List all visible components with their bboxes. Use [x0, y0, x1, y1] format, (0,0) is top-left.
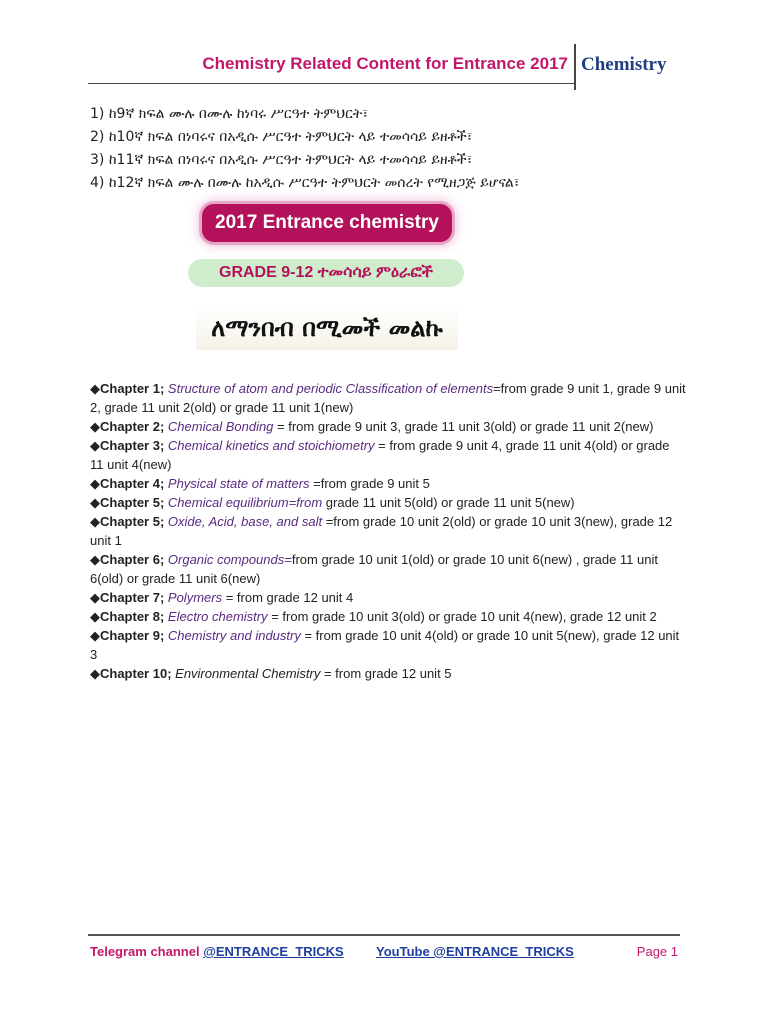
intro-item: 3) ከ11ኛ ክፍል በነባሩና በአዲሱ ሥርዓተ ትምህርት ላይ ተመሳሳይ ይዘቶች፣ [90, 152, 473, 168]
chapter-label: ◆Chapter 8; [90, 609, 165, 624]
chapter-item [90, 664, 686, 683]
chapter-source: =from grade 9 unit 1, grade 9 unit 2, grade 11 unit 2(old) or grade 11 unit 1(new) [90, 381, 686, 415]
intro-item: 4) ከ12ኛ ክፍል ሙሉ በሙሉ ከአዲሱ ሥርዓተ ትምህርት መሰረት የሚዘጋጅ ይሆናል፣ [90, 175, 520, 191]
chapter-label: ◆Chapter 9; [90, 628, 165, 643]
chapter-topic: Environmental Chemistry [171, 666, 321, 681]
intro-list [90, 103, 690, 195]
chapter-source: = from grade 10 unit 3(old) or grade 10 unit 4(new), grade 12 unit 2 [267, 609, 657, 624]
chapter-item [90, 436, 686, 474]
chapter-label: ◆Chapter 1; [90, 381, 165, 396]
chapter-label: ◆Chapter 4; [90, 476, 165, 491]
chapter-item [90, 588, 686, 607]
chapter-label: ◆Chapter 2; [90, 419, 165, 434]
subject-label: Chemistry [581, 54, 667, 75]
chapter-source: = from grade 12 unit 4 [222, 590, 354, 605]
chapter-item [90, 417, 686, 436]
page-footer [90, 944, 678, 962]
chapter-item [90, 474, 686, 493]
chapter-topic: Oxide, Acid, base, and salt [164, 514, 323, 529]
chapter-topic: Electro chemistry [164, 609, 268, 624]
youtube-link[interactable]: YouTube @ENTRANCE_TRICKS [376, 944, 574, 959]
chapter-source: from grade 10 unit 1(old) or grade 10 unit 6(new) , grade 11 unit 6(old) or grade 11 unit 6(new) [90, 552, 658, 586]
chapter-item [90, 607, 686, 626]
chapter-label: ◆Chapter 5; [90, 514, 165, 529]
banner-grade: GRADE 9-12 ተመሳሳይ ምዕራፎች [188, 259, 464, 287]
chapter-item [90, 626, 686, 664]
telegram-link[interactable] [90, 944, 344, 959]
page-number: Page 1 [636, 944, 678, 959]
chapter-source: grade 11 unit 5(old) or grade 11 unit 5(new) [322, 495, 575, 510]
chapter-source: =from grade 10 unit 2(old) or grade 10 unit 3(new), grade 12 unit 1 [90, 514, 673, 548]
chapter-label: ◆Chapter 3; [90, 438, 165, 453]
chapter-topic: Chemical Bonding [164, 419, 274, 434]
chapter-topic: Chemical kinetics and stoichiometry [164, 438, 375, 453]
chapter-topic: Chemistry and industry [164, 628, 301, 643]
chapter-source: =from grade 9 unit 5 [309, 476, 430, 491]
chapter-source: = from grade 12 unit 5 [320, 666, 452, 681]
telegram-prefix: Telegram channel [90, 944, 204, 959]
chapter-item [90, 550, 686, 588]
promo-banner [186, 196, 466, 368]
chapter-label: ◆Chapter 5; [90, 495, 165, 510]
chapter-source: = from grade 9 unit 4, grade 11 unit 4(old) or grade 11 unit 4(new) [90, 438, 670, 472]
telegram-handle[interactable]: @ENTRANCE_TRICKS [203, 944, 344, 959]
banner-title: 2017 Entrance chemistry [202, 204, 452, 242]
chapter-topic: Physical state of matters [164, 476, 310, 491]
chapter-item [90, 512, 686, 550]
chapter-item [90, 493, 686, 512]
chapter-source: = from grade 9 unit 3, grade 11 unit 3(old) or grade 11 unit 2(new) [273, 419, 654, 434]
intro-item: 1) ከ9ኛ ክፍል ሙሉ በሙሉ ከነባሩ ሥርዓተ ትምህርት፣ [90, 106, 369, 122]
chapter-source: = from grade 10 unit 4(old) or grade 10 unit 5(new), grade 12 unit 3 [90, 628, 680, 662]
document-title: Chemistry Related Content for Entrance 2017 [202, 54, 568, 73]
header-divider [574, 44, 576, 90]
chapter-topic: Chemical equilibrium=from [164, 495, 323, 510]
chapter-label: ◆Chapter 6; [90, 552, 165, 567]
chapter-label: ◆Chapter 10; [90, 666, 172, 681]
chapter-list [90, 379, 686, 683]
footer-rule [88, 934, 680, 936]
header-rule [88, 83, 574, 84]
chapter-item [90, 379, 686, 417]
chapter-topic: Organic compounds= [164, 552, 292, 567]
chapter-label: ◆Chapter 7; [90, 590, 165, 605]
intro-item: 2) ከ10ኛ ክፍል በነባሩና በአዲሱ ሥርዓተ ትምህርት ላይ ተመሳሳይ ይዘቶች፣ [90, 129, 473, 145]
chapter-topic: Structure of atom and periodic Classification of elements [164, 381, 494, 396]
chapter-topic: Polymers [164, 590, 223, 605]
banner-tagline: ለማንበብ በሚመች መልኩ [196, 306, 458, 350]
